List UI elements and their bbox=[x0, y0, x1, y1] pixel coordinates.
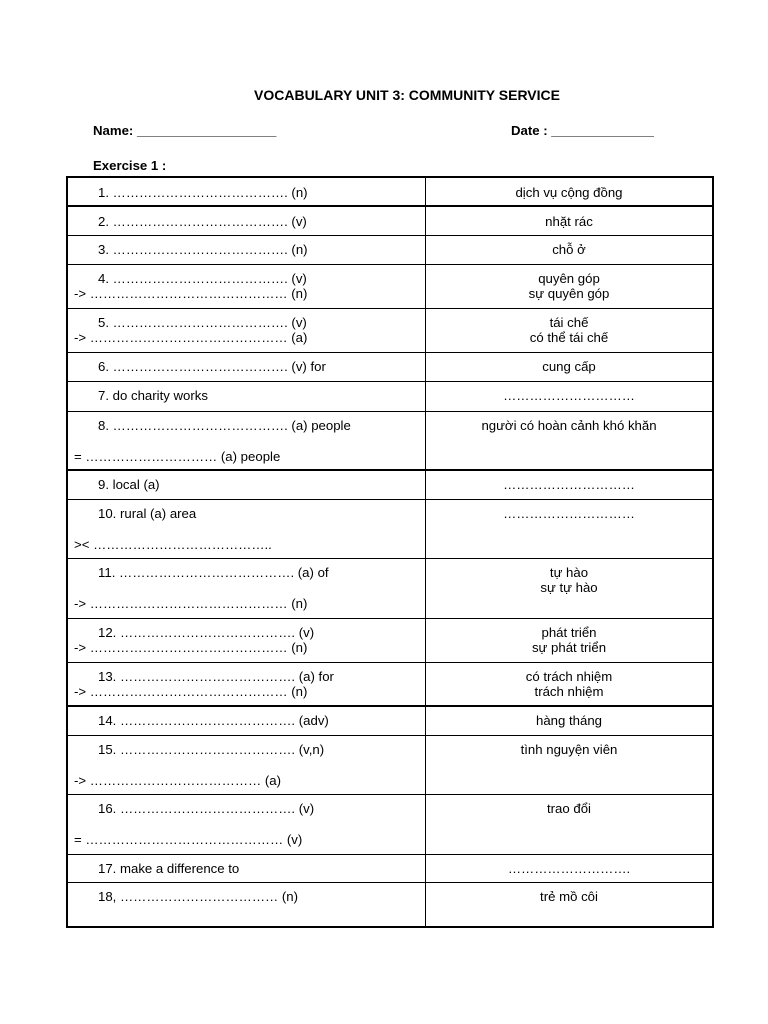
meaning-line: tình nguyện viên bbox=[520, 741, 618, 757]
english-line: -> ……………………………………… (n) bbox=[74, 684, 308, 699]
table-row bbox=[67, 882, 713, 927]
meaning-line: sự phát triển bbox=[531, 640, 607, 655]
english-cell bbox=[67, 206, 426, 235]
english-cell bbox=[67, 499, 426, 558]
table-row bbox=[67, 264, 713, 308]
table-row bbox=[67, 470, 713, 499]
english-cell bbox=[67, 352, 426, 381]
table-row bbox=[67, 706, 713, 735]
meaning-line: ………………………… bbox=[503, 505, 635, 521]
page-title: VOCABULARY UNIT 3: COMMUNITY SERVICE bbox=[254, 87, 560, 103]
vietnamese-cell bbox=[426, 177, 714, 206]
vietnamese-cell bbox=[426, 470, 714, 499]
english-cell bbox=[67, 411, 426, 470]
vietnamese-cell bbox=[426, 618, 714, 662]
table-row bbox=[67, 206, 713, 235]
english-cell bbox=[67, 706, 426, 735]
table-row bbox=[67, 411, 713, 470]
vietnamese-cell bbox=[426, 264, 714, 308]
meaning-line: sự tự hào bbox=[540, 580, 598, 595]
meaning-line: tái chế bbox=[549, 314, 589, 330]
english-line: -> ………………………………… (a) bbox=[74, 772, 281, 788]
meaning-line: tự hào bbox=[549, 564, 589, 580]
meaning-line: nhặt rác bbox=[545, 214, 593, 229]
english-line: 3. …………………………………. (n) bbox=[98, 241, 308, 257]
vietnamese-cell bbox=[426, 794, 714, 854]
meaning-line: chỗ ở bbox=[552, 241, 586, 257]
english-line: 2. …………………………………. (v) bbox=[98, 214, 307, 229]
english-line: 13. …………………………………. (a) for bbox=[98, 668, 334, 684]
english-line: 12. …………………………………. (v) bbox=[98, 624, 315, 640]
english-line: 4. …………………………………. (v) bbox=[98, 270, 307, 286]
english-line: 14. …………………………………. (adv) bbox=[98, 713, 329, 728]
meaning-line: cung cấp bbox=[542, 358, 596, 374]
vocabulary-table bbox=[66, 176, 714, 928]
english-line: 10. rural (a) area bbox=[98, 505, 197, 521]
vietnamese-cell bbox=[426, 411, 714, 470]
english-cell bbox=[67, 794, 426, 854]
english-cell bbox=[67, 618, 426, 662]
vietnamese-cell bbox=[426, 854, 714, 882]
meaning-line: ………………………… bbox=[503, 387, 635, 403]
english-line: 1. …………………………………. (n) bbox=[98, 185, 308, 200]
vietnamese-cell bbox=[426, 735, 714, 794]
date-field: Date : ______________ bbox=[511, 123, 654, 138]
vietnamese-cell bbox=[426, 499, 714, 558]
english-cell bbox=[67, 235, 426, 264]
english-cell bbox=[67, 177, 426, 206]
meaning-line: có trách nhiệm bbox=[525, 668, 613, 684]
english-line: -> ……………………………………… (n) bbox=[74, 640, 308, 655]
vietnamese-cell bbox=[426, 308, 714, 352]
english-line: >< ………………………………….. bbox=[74, 536, 272, 552]
english-line: -> ……………………………………… (n) bbox=[74, 595, 308, 611]
table-row bbox=[67, 854, 713, 882]
name-field: Name: ___________________ bbox=[93, 123, 277, 138]
english-line: 15. …………………………………. (v,n) bbox=[98, 741, 325, 757]
english-cell bbox=[67, 854, 426, 882]
vietnamese-cell bbox=[426, 206, 714, 235]
meaning-line: trẻ mồ côi bbox=[540, 888, 598, 904]
english-line bbox=[68, 580, 425, 596]
meaning-line: có thể tái chế bbox=[529, 330, 609, 345]
english-line bbox=[68, 757, 425, 773]
meaning-line: phát triển bbox=[541, 624, 597, 640]
english-line bbox=[68, 433, 425, 449]
meaning-line: trách nhiệm bbox=[534, 684, 604, 699]
meaning-line: hàng tháng bbox=[535, 713, 602, 728]
table-row bbox=[67, 235, 713, 264]
table-row bbox=[67, 662, 713, 706]
meaning-line: ………………………… bbox=[503, 477, 635, 492]
english-cell bbox=[67, 381, 426, 411]
english-cell bbox=[67, 662, 426, 706]
english-line: = ………………………… (a) people bbox=[74, 448, 281, 464]
english-line: -> ……………………………………… (a) bbox=[74, 330, 308, 345]
english-cell bbox=[67, 735, 426, 794]
table-row bbox=[67, 352, 713, 381]
vietnamese-cell bbox=[426, 558, 714, 618]
table-row bbox=[67, 308, 713, 352]
english-cell bbox=[67, 264, 426, 308]
table-row bbox=[67, 499, 713, 558]
table-row bbox=[67, 794, 713, 854]
table-row bbox=[67, 618, 713, 662]
english-line: = ……………………………………… (v) bbox=[74, 831, 303, 847]
exercise-heading: Exercise 1 : bbox=[93, 158, 167, 173]
english-line: 7. do charity works bbox=[98, 387, 208, 403]
english-line: 9. local (a) bbox=[98, 477, 160, 492]
english-line: 11. …………………………………. (a) of bbox=[98, 564, 329, 580]
english-cell bbox=[67, 558, 426, 618]
vietnamese-cell bbox=[426, 352, 714, 381]
english-line: 18, ……………………………… (n) bbox=[98, 888, 299, 904]
english-line: 8. …………………………………. (a) people bbox=[98, 417, 351, 433]
meaning-line: dịch vụ cộng đồng bbox=[515, 185, 623, 200]
vocabulary-table-body bbox=[67, 177, 713, 927]
english-cell bbox=[67, 882, 426, 927]
meaning-line: sự quyên góp bbox=[528, 286, 610, 301]
english-line: -> ……………………………………… (n) bbox=[74, 286, 308, 301]
english-line: 5. …………………………………. (v) bbox=[98, 314, 307, 330]
vietnamese-cell bbox=[426, 882, 714, 927]
english-cell bbox=[67, 470, 426, 499]
english-cell bbox=[67, 308, 426, 352]
english-line: 17. make a difference to bbox=[98, 860, 240, 876]
meaning-line: người có hoàn cảnh khó khăn bbox=[481, 417, 657, 433]
table-row bbox=[67, 381, 713, 411]
table-row bbox=[67, 177, 713, 206]
vietnamese-cell bbox=[426, 235, 714, 264]
vietnamese-cell bbox=[426, 706, 714, 735]
english-line: 6. …………………………………. (v) for bbox=[98, 358, 326, 374]
vietnamese-cell bbox=[426, 662, 714, 706]
table-row bbox=[67, 735, 713, 794]
table-row bbox=[67, 558, 713, 618]
english-line: 16. …………………………………. (v) bbox=[98, 800, 315, 816]
vietnamese-cell bbox=[426, 381, 714, 411]
meaning-line: quyên góp bbox=[538, 270, 600, 286]
meaning-line: trao đổi bbox=[547, 800, 591, 816]
english-line bbox=[68, 521, 425, 537]
meaning-line: ………………………. bbox=[507, 860, 631, 876]
english-line bbox=[68, 816, 425, 832]
